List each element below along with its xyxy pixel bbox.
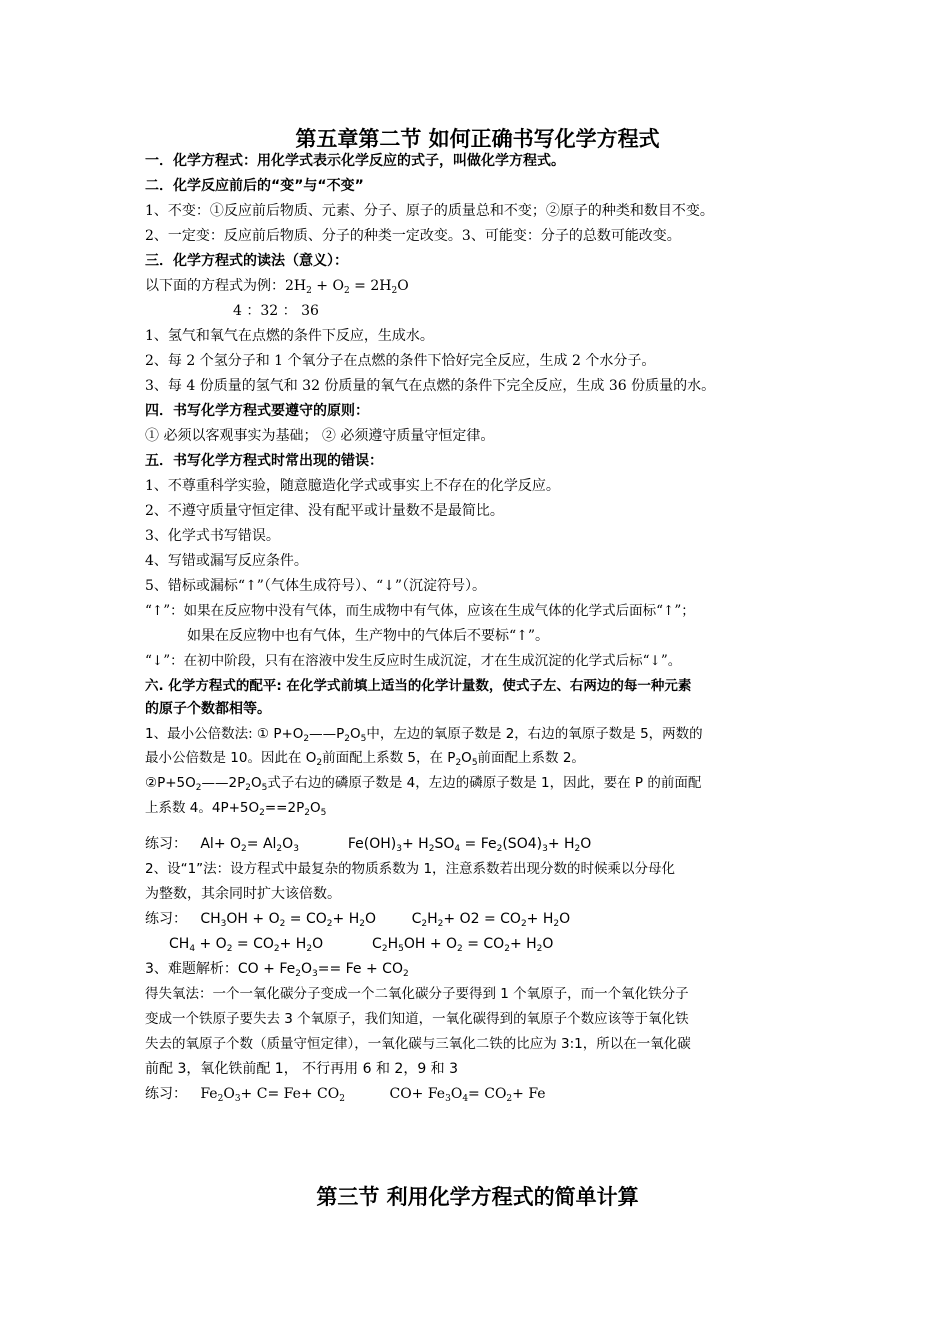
method-3-line-1: 得失氧法：一个一氧化碳分子变成一个二氧化碳分子要得到 1 个氧原子，而一个氧化铁分子 [145,986,689,1002]
section-5-line-4: 4、写错或漏写反应条件。 [145,553,308,569]
section-3-line-3: 3、每 4 份质量的氢气和 32 份质量的氧气在点燃的条件下完全反应，生成 36 份质量的水。 [145,378,716,394]
section-2-line-1: 1、不变：①反应前后物质、元素、分子、原子的质量总和不变；②原子的种类和数目不变。 [145,203,714,219]
section-5-line-7: 如果在反应物中也有气体，生产物中的气体后不要标“↑”。 [187,628,550,644]
mass-ratio: 4 ：32 ： 36 [233,303,319,319]
section-4-line-1: ① 必须以客观事实为基础； ② 必须遵守质量守恒定律。 [145,428,495,444]
section-6-heading-cont: 的原子个数都相等。 [145,701,271,717]
method-2-line-2: 为整数，其余同时扩大该倍数。 [145,886,341,902]
section-5-line-2: 2、不遵守质量守恒定律、没有配平或计量数不是最简比。 [145,503,504,519]
section-5-line-6: “↑”：如果在反应物中没有气体，而生成物中有气体，应该在生成气体的化学式后面标“↑”； [145,603,695,619]
section-1-heading: 一．化学方程式：用化学式表示化学反应的式子，叫做化学方程式。 [145,153,565,169]
method-2-line-1: 2、设“1”法：设方程式中最复杂的物质系数为 1，注意系数若出现分数的时候乘以分母化 [145,861,676,877]
equation-example: 以下面的方程式为例：$2H_2 + O_2 = 2H_2O$ [145,278,409,296]
section-4-heading: 四．书写化学方程式要遵守的原则： [145,403,369,419]
exercise-2-row-1: 练习： $CH_3OH + O_2 = CO_2+ H_2O$ $C_2H_2+ O2 = CO_2+ H_2O$ [145,911,571,929]
method-1-line-1: 1、最小公倍数法: ① $P+O_2——P_2O_5$中，左边的氧原子数是 2，右边的氧原子数是 5，两数的 [145,726,703,744]
section-5-line-8: “↓”：在初中阶段，只有在溶液中发生反应时生成沉淀，才在生成沉淀的化学式后标“↓”。 [145,653,682,669]
section-3-line-2: 2、每 2 个氢分子和 1 个氧分子在点燃的条件下恰好完全反应，生成 2 个水分子。 [145,353,656,369]
exercise-2-row-2: $CH_4 + O_2 = CO_2+ H_2O$ $C_2H_5OH + O_2 = CO_2+ H_2O$ [169,936,554,954]
method-3-line-4: 前配 3，氧化铁前配 1， 不行再用 6 和 2，9 和 3 [145,1061,459,1077]
section-5-line-3: 3、化学式书写错误。 [145,528,280,544]
method-1-line-3: $②P+5O_2——2P_2O_5$式子右边的磷原子数是 4，左边的磷原子数是 1，因此，要在 P 的前面配 [145,775,702,793]
method-1-line-2: 最小公倍数是 10。因此在 $O_2$前面配上系数 5，在 $P_2O_5$前面配上系数 2。 [145,750,585,768]
section-2-heading: 二．化学反应前后的“变”与“不变” [145,178,364,194]
exercise-1: 练习： $Al+ O_2= Al_2O_3$ $Fe(OH)_3+ H_2SO_4 = Fe_2(SO4)_3+ H_2O$ [145,836,592,854]
method-3-heading: 3、难题解析：CO + $Fe_2O_3== Fe + CO_2$ [145,961,409,979]
section-3-heading: 三．化学方程式的读法（意义）： [145,253,348,269]
exercise-3: 练习： $Fe_2O_3+ C= Fe+ CO_2$ $CO+ Fe_3O_4= CO_2+ Fe$ [145,1086,546,1104]
section-2-line-2: 2、一定变：反应前后物质、分子的种类一定改变。3、可能变：分子的总数可能改变。 [145,228,681,244]
method-3-line-3: 失去的氧原子个数（质量守恒定律），一氧化碳与三氧化二铁的比应为 3:1，所以在一氧化碳 [145,1036,691,1052]
section-title-3: 第三节 利用化学方程式的简单计算 [316,1185,639,1209]
section-5-heading: 五．书写化学方程式时常出现的错误： [145,453,383,469]
equation-intro: 以下面的方程式为例： [145,278,285,294]
section-3-line-1: 1、氢气和氧气在点燃的条件下反应，生成水。 [145,328,434,344]
method-1-line-4: 上系数 4。$4P+5O_2==2P_2O_5$ [145,800,327,818]
section-6-heading: 六. 化学方程式的配平: 在化学式前填上适当的化学计量数，使式子左、右两边的每一种元素 [145,678,692,694]
section-5-line-5: 5、错标或漏标“↑”（气体生成符号）、“↓”（沉淀符号）。 [145,578,486,594]
chapter-title: 第五章第二节 如何正确书写化学方程式 [295,127,660,151]
section-5-line-1: 1、不尊重科学实验，随意臆造化学式或事实上不存在的化学反应。 [145,478,560,494]
method-3-line-2: 变成一个铁原子要失去 3 个氧原子，我们知道，一氧化碳得到的氧原子个数应该等于氧化铁 [145,1011,689,1027]
